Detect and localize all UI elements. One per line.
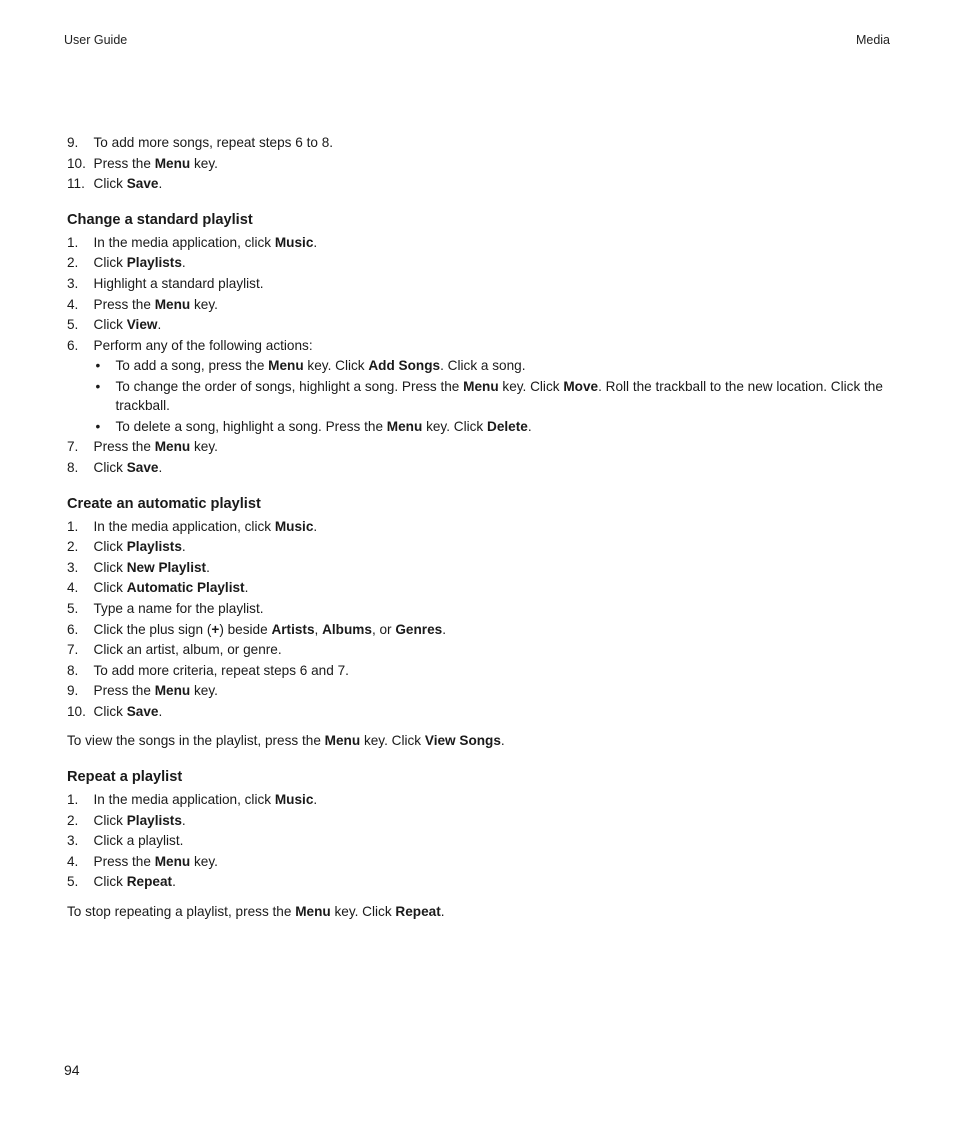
text-segment: Click an artist, album, or genre.	[93, 642, 282, 658]
step-item	[67, 661, 897, 682]
ui-term: Playlists	[126, 539, 182, 555]
text-segment: Click	[93, 459, 127, 475]
step-item	[67, 295, 897, 316]
section-heading: Create an automatic playlist	[67, 495, 261, 512]
step-text	[94, 833, 184, 848]
step-number: 5.	[67, 600, 79, 616]
text-segment: key. Click	[303, 358, 369, 374]
text-segment: Click a playlist.	[93, 833, 184, 849]
text-segment: To add more criteria, repeat steps 6 and 7.	[93, 662, 349, 678]
steps-list	[67, 790, 897, 893]
step-item	[67, 681, 897, 702]
section	[67, 767, 897, 923]
step-item	[67, 537, 897, 558]
step-item	[67, 599, 897, 620]
ui-term: Menu	[154, 155, 191, 171]
text-segment: .	[157, 317, 162, 333]
step-number: 2.	[67, 255, 79, 271]
running-header-title: User Guide	[64, 33, 128, 47]
step-text	[94, 338, 313, 353]
step-number: 7.	[67, 439, 79, 455]
ui-term: Menu	[154, 683, 191, 699]
step-text	[94, 874, 176, 889]
text-segment: In the media application, click	[93, 518, 275, 534]
steps-list	[67, 233, 897, 479]
step-text	[94, 135, 334, 150]
ui-term: Delete	[487, 418, 528, 434]
text-segment: key.	[190, 296, 218, 312]
step-item	[67, 154, 897, 175]
step-number: 1.	[67, 792, 79, 808]
step-text	[94, 854, 218, 869]
text-segment: .	[181, 539, 186, 555]
ui-term: Move	[563, 378, 599, 394]
step-text	[94, 580, 249, 595]
text-segment: Perform any of the following actions:	[93, 337, 313, 353]
section-heading: Repeat a playlist	[67, 769, 183, 786]
text-segment: .	[244, 580, 249, 596]
step-number: 6.	[67, 337, 79, 353]
bullet-item	[94, 356, 898, 376]
step-item	[67, 458, 897, 479]
bullet-item	[94, 417, 898, 437]
section	[67, 210, 897, 479]
step-item	[67, 872, 897, 893]
text-segment: key.	[190, 439, 218, 455]
step-text	[94, 439, 218, 454]
text-segment: .	[527, 418, 532, 434]
step-item	[67, 578, 897, 599]
text-segment: To delete a song, highlight a song. Press the	[115, 418, 387, 434]
step-text	[94, 663, 349, 678]
text-segment: , or	[371, 621, 396, 637]
ui-term: Music	[274, 234, 314, 250]
text-segment: key.	[190, 683, 218, 699]
step-number: 3.	[67, 275, 79, 291]
ui-term: Menu	[154, 296, 191, 312]
text-segment: Click	[93, 255, 127, 271]
step-item	[67, 640, 897, 661]
step-text	[94, 792, 318, 807]
step-number: 6.	[67, 621, 79, 637]
text-segment: To view the songs in the playlist, press the	[67, 733, 325, 749]
text-segment: To stop repeating a playlist, press the	[67, 904, 296, 920]
step-item	[67, 315, 897, 336]
text-segment: .	[442, 621, 446, 637]
ui-term: New Playlist	[126, 559, 207, 575]
sections-container	[67, 210, 897, 923]
text-segment: Click	[93, 580, 127, 596]
step-number: 9.	[67, 683, 79, 699]
text-segment: .	[158, 176, 163, 192]
bullet-item	[94, 377, 898, 416]
step-text	[94, 297, 218, 312]
step-text	[94, 156, 218, 171]
ui-term: Add Songs	[368, 358, 441, 374]
text-segment: In the media application, click	[93, 792, 275, 808]
step-number: 5.	[67, 874, 79, 890]
continued-steps-list	[67, 133, 897, 195]
steps-list	[67, 517, 897, 723]
text-segment: Press the	[93, 439, 155, 455]
ui-term: Repeat	[395, 904, 441, 920]
step-number: 7.	[67, 642, 79, 658]
ui-term: Menu	[154, 439, 191, 455]
ui-term: Playlists	[126, 255, 182, 271]
step-number: 1.	[67, 518, 79, 534]
step-item	[67, 233, 897, 254]
text-segment: Click	[93, 539, 127, 555]
ui-term: Save	[126, 703, 159, 719]
step-number: 4.	[67, 853, 79, 869]
step-item	[67, 174, 897, 195]
text-segment: .	[313, 518, 318, 534]
text-segment: key. Click	[498, 378, 564, 394]
text-segment: Click	[93, 874, 127, 890]
step-text	[94, 642, 282, 657]
text-segment: .	[158, 459, 163, 475]
section-heading: Change a standard playlist	[67, 211, 253, 228]
step-item	[67, 620, 897, 641]
step-number: 3.	[67, 833, 79, 849]
step-item	[67, 790, 897, 811]
step-number: 8.	[67, 459, 79, 475]
text-segment: . Click a song.	[440, 358, 526, 374]
step-item	[67, 133, 897, 154]
text-segment: ,	[314, 621, 323, 637]
text-segment: Press the	[93, 296, 155, 312]
step-text	[94, 460, 163, 475]
step-text	[94, 276, 264, 291]
text-segment: Click the plus sign (	[93, 621, 212, 637]
step-text	[94, 235, 318, 250]
step-number: 4.	[67, 296, 79, 312]
text-segment: Press the	[93, 853, 155, 869]
text-segment: key. Click	[360, 733, 425, 749]
ui-term: Playlists	[126, 812, 182, 828]
text-segment: .	[181, 812, 186, 828]
step-item	[67, 852, 897, 873]
step-number: 9.	[67, 135, 79, 150]
ui-term: Repeat	[126, 874, 173, 890]
ui-term: Save	[126, 176, 159, 192]
step-text	[94, 813, 186, 828]
ui-term: Artists	[271, 621, 315, 637]
step-item	[67, 253, 897, 274]
step-text	[94, 704, 163, 719]
page-number: 94	[64, 1062, 80, 1078]
step-number: 2.	[67, 539, 79, 555]
ui-term: Albums	[322, 621, 372, 637]
text-segment: Click	[93, 812, 127, 828]
step-text	[94, 622, 447, 637]
step-item	[67, 831, 897, 852]
text-segment: ) beside	[219, 621, 272, 637]
step-text	[94, 560, 210, 575]
step-text	[94, 317, 162, 332]
ui-term: Menu	[324, 733, 361, 749]
step-number: 8.	[67, 662, 79, 678]
step-number: 3.	[67, 559, 79, 575]
text-segment: .	[313, 234, 318, 250]
action-bullet-list	[94, 356, 898, 436]
running-header-section: Media	[855, 33, 890, 47]
text-segment: .	[440, 904, 445, 920]
text-segment: Press the	[93, 683, 155, 699]
step-text	[94, 255, 186, 270]
step-item	[67, 437, 897, 458]
step-text	[94, 519, 318, 534]
text-segment: key.	[190, 853, 218, 869]
text-segment: .	[172, 874, 176, 890]
text-segment: key.	[190, 155, 218, 171]
text-segment: key. Click	[330, 904, 396, 920]
text-segment: To add a song, press the	[115, 358, 269, 374]
text-segment: key. Click	[422, 418, 487, 434]
ui-term: Menu	[386, 418, 423, 434]
text-segment: Press the	[93, 155, 155, 171]
section-note	[67, 731, 897, 752]
step-number: 10.	[67, 703, 86, 719]
section-note	[67, 902, 897, 923]
ui-term: Music	[274, 792, 314, 808]
text-segment: .	[181, 255, 186, 271]
text-segment: .	[158, 703, 163, 719]
step-text	[94, 539, 186, 554]
text-segment: Click	[93, 559, 127, 575]
text-segment: To add more songs, repeat steps 6 to 8.	[93, 135, 334, 150]
text-segment: Click	[93, 176, 127, 192]
text-segment: .	[206, 559, 210, 575]
ui-term: Menu	[154, 853, 191, 869]
ui-term: Genres	[395, 621, 443, 637]
step-number: 10.	[67, 155, 86, 171]
ui-term: Save	[126, 459, 159, 475]
step-item	[67, 517, 897, 538]
step-number: 4.	[67, 580, 79, 596]
text-segment: In the media application, click	[93, 234, 275, 250]
text-segment: Highlight a standard playlist.	[93, 275, 264, 291]
page-content	[67, 133, 897, 923]
text-segment: Click	[93, 317, 127, 333]
ui-term: Menu	[463, 378, 499, 394]
text-segment: To change the order of songs, highlight a song. Press the	[115, 378, 464, 394]
ui-term: View	[126, 317, 158, 333]
step-number: 5.	[67, 317, 79, 333]
step-text	[94, 683, 218, 698]
ui-term: Music	[274, 518, 314, 534]
text-segment: .	[500, 733, 505, 749]
step-item	[67, 811, 897, 832]
step-item	[67, 274, 897, 295]
step-item	[67, 702, 897, 723]
text-segment: . Roll the trackball to the new location. Click the trackball.	[115, 378, 883, 414]
text-segment: Type a name for the playlist.	[93, 600, 264, 616]
ui-term: Automatic Playlist	[126, 580, 245, 596]
ui-term: +	[211, 621, 220, 637]
ui-term: Menu	[268, 358, 304, 374]
text-segment: .	[313, 792, 318, 808]
step-item	[67, 336, 897, 437]
ui-term: Menu	[295, 904, 331, 920]
step-number: 2.	[67, 812, 79, 828]
step-text	[94, 601, 264, 616]
step-item	[67, 558, 897, 579]
step-text	[94, 176, 163, 191]
step-number: 11.	[67, 176, 85, 192]
text-segment: Click	[93, 703, 127, 719]
step-number: 1.	[67, 234, 79, 250]
section	[67, 494, 897, 753]
ui-term: View Songs	[424, 733, 501, 749]
